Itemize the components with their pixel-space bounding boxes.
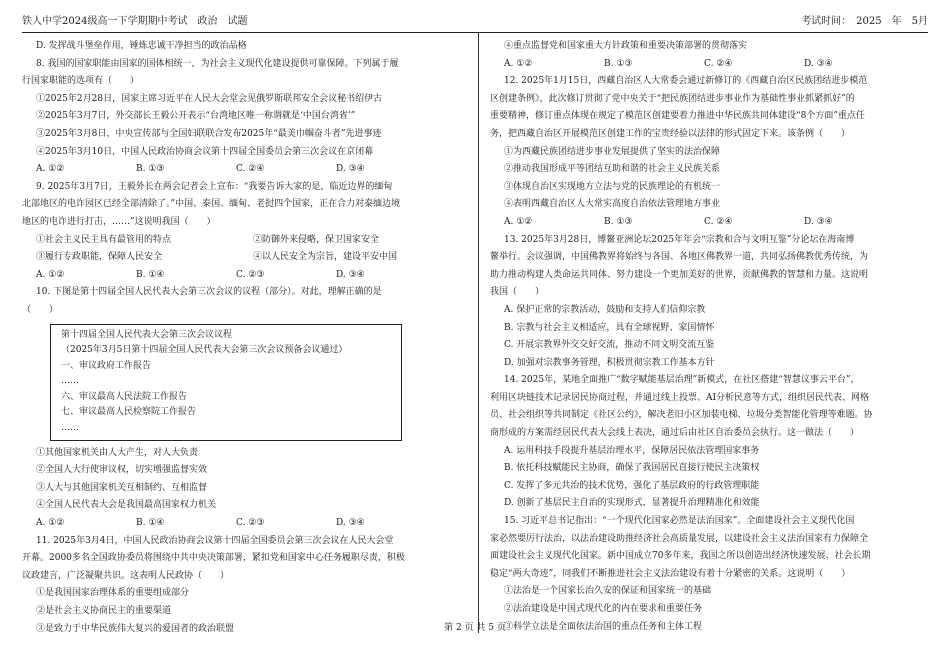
q12-stem-line: 重要精神，修订重点体现在规定了模范区创建要着力推进中华民族共同体建设“8个方面”重点任 xyxy=(490,111,865,122)
q8-option: D. ③④ xyxy=(336,164,365,175)
q14-option: A. 运用科技手段提升基层治理水平，保障居民依法管理国家事务 xyxy=(504,445,760,456)
header-rule xyxy=(22,32,928,33)
q11-options xyxy=(490,56,930,74)
q10-option: D. ③④ xyxy=(336,518,365,529)
q9-items-row xyxy=(22,249,470,267)
q10-item: ①其他国家机关由人大产生，对人大负责 xyxy=(36,447,199,458)
q11-stem-line: 开幕。2000多名全国政协委员将围绕中共中央决策部署，紧扣党和国家中心任务履职尽责，积极 xyxy=(22,553,405,564)
q12-option: C. ②④ xyxy=(704,216,733,227)
q13-option: C. 开展宗教界外交交好交流，推动不同文明交流互鉴 xyxy=(504,340,715,351)
q9-option: D. ③④ xyxy=(336,269,365,280)
q13-option: A. 保护正常的宗教活动，鼓励和支持人们信仰宗教 xyxy=(504,304,706,315)
q12-option: D. ③④ xyxy=(804,216,833,227)
q9-item: ②防御外来侵略，保卫国家安全 xyxy=(253,234,380,245)
q9-option: C. ②③ xyxy=(236,269,265,280)
page-number: 第 2 页 共 5 页 xyxy=(444,623,506,633)
q8-option: A. ①② xyxy=(36,164,65,175)
q11-option: B. ①③ xyxy=(604,58,633,69)
q14-option: D. 创新了基层民主自治的实现形式，显著提升治理精准化和效能 xyxy=(504,498,760,509)
q15-stem-line: 15. 习近平总书记指出：“一个现代化国家必然是法治国家”。全面建设社会主义现代化国 xyxy=(504,516,855,527)
q10-item: ③人大与其他国家机关互相制约、互相监督 xyxy=(36,482,208,493)
q10-option: C. ②③ xyxy=(236,518,265,529)
agenda-item: 一、审议政府工作报告 xyxy=(61,360,152,371)
q8-item: ④2025年3月10日，中国人民政治协商会议第十四届全国委员会第三次会议在京闭幕 xyxy=(36,146,374,157)
q10-stem-line: 10. 下图是第十四届全国人民代表大会第三次会议的议程（部分）。对此，理解正确的是 xyxy=(36,287,382,298)
q9-option: A. ①② xyxy=(36,269,65,280)
q9-stem-line: 9. 2025年3月7日，王毅外长在两会记者会上宣布：“我要告诉大家的是，临近边界的缅甸 xyxy=(36,181,393,192)
q12-stem-line: 务，把西藏自治区开展模范区创建工作的宝贵经验以法律的形式固定下来。该条例（ ） xyxy=(490,128,851,139)
q12-option: B. ①③ xyxy=(604,216,633,227)
q7-option-d: D. 发挥战斗堡垒作用，锤炼忠诚干净担当的政治品格 xyxy=(36,41,247,51)
agenda-item: 六、审议最高人民法院工作报告 xyxy=(61,391,188,402)
q12-item: ①为西藏民族团结进步事业发展提供了坚实的法治保障 xyxy=(504,146,721,157)
agenda-subtitle: （2025年3月5日第十四届全国人民代表大会第三次会议预备会议通过） xyxy=(61,345,348,356)
q13-option: D. 加强对宗教事务管理，积极贯彻宗教工作基本方针 xyxy=(504,357,715,368)
q11-option: A. ①② xyxy=(504,58,533,69)
q9-items-row xyxy=(22,232,470,250)
q8-item: ②2025年3月7日，外交部长王毅公开表示“台湾地区唯一称谓就是‘中国台湾省’” xyxy=(36,111,356,122)
q11-stem-line: 议政建言，广泛凝聚共识。这表明人民政协（ ） xyxy=(22,570,230,581)
q12-item: ④表明西藏自治区人大常实高度自治依法管理地方事业 xyxy=(504,199,721,210)
q14-stem-line: 员、社会组织等共同制定《社区公约》，解决老旧小区加装电梯、垃圾分类智能化管理等难题。协 xyxy=(490,410,873,421)
q15-item: ③科学立法是全面依法治国的重点任务和主体工程 xyxy=(504,621,703,632)
q14-stem-line: 商形成的方案需经居民代表大会线上表决，通过后由社区自治委员会执行。这一做法（ ） xyxy=(490,428,860,439)
q15-item: ②法治建设是中国式现代化的内在要求和重要任务 xyxy=(504,604,703,614)
q9-options xyxy=(22,267,470,285)
q8-options xyxy=(22,161,470,179)
q15-stem-line: 面建设社会主义现代化国家。新中国成立70多年来，我国之所以创造出经济快速发展、社会长期 xyxy=(490,551,871,562)
q9-item: ①社会主义民主具有最管用的特点 xyxy=(36,234,172,245)
q13-stem-line: 助力推动构建人类命运共同体、努力建设一个更加美好的世界，贡献佛教的智慧和力量。这说明 xyxy=(490,269,869,280)
q8-option: C. ②④ xyxy=(236,164,265,175)
q10-options xyxy=(22,515,470,533)
q9-item: ③履行专政职能，保障人民安全 xyxy=(36,252,163,263)
q13-stem-line: 鳌举行。会议强调，中国佛教界将始终与各国、各地区佛教界一道，共同弘扬佛教优秀传统，为 xyxy=(490,252,869,263)
page-header xyxy=(22,0,928,30)
q15-item: ①法治是一个国家长治久安的保证和国家统一的基础 xyxy=(504,586,712,597)
q14-option: B. 依托科技赋能民主协商，确保了我国居民直接行使民主决策权 xyxy=(504,463,760,474)
q15-stem-line: 稳定“两大奇迹”，同我们不断推进社会主义法治建设有着十分紧密的关系。这说明（ ） xyxy=(490,568,851,579)
q11-item: ①是我国国家治理体系的重要组成部分 xyxy=(36,588,190,599)
agenda-box xyxy=(50,324,402,441)
q9-stem-line: 地区的电诈进行打击，……”这说明我国（ ） xyxy=(22,216,216,227)
agenda-item: 七、审议最高人民检察院工作报告 xyxy=(61,407,197,418)
q11-item: ②是社会主义协商民主的重要渠道 xyxy=(36,606,172,616)
left-column xyxy=(22,38,470,638)
q10-option: A. ①② xyxy=(36,518,65,529)
q11-item: ③是致力于中华民族伟大复兴的爱国者的政治联盟 xyxy=(36,623,235,634)
q11-option: D. ③④ xyxy=(804,58,833,69)
q14-stem-line: 利用区块链技术记录居民协商过程，并通过线上投票、AI分析民意等方式，组织居民代表、网格 xyxy=(490,392,870,403)
q14-stem-line: 14. 2025年，某地全面推广“数字赋能基层治理”新模式，在社区搭建“智慧议事云平台”， xyxy=(504,375,860,386)
q14-option: C. 发挥了多元共治的技术优势，强化了基层政府的行政管理职能 xyxy=(504,480,760,491)
q13-option: B. 宗教与社会主义相适应，具有全球视野、家国情怀 xyxy=(504,322,715,333)
q12-stem-line: 区创建条例》，此次修订贯彻了党中央关于“把民族团结进步事业作为基础性事业抓紧抓好”的 xyxy=(490,93,855,104)
q11-stem-line: 11. 2025年3月4日，中国人民政治协商会议第十四届全国委员会第三次会议在人民大会堂 xyxy=(36,535,394,546)
q12-options xyxy=(490,214,930,232)
q11-option: C. ②④ xyxy=(704,58,733,69)
q9-option: B. ①④ xyxy=(136,269,165,280)
q10-option: B. ①④ xyxy=(136,518,165,529)
q10-item: ④全国人民代表大会是我国最高国家权力机关 xyxy=(36,500,217,511)
agenda-ellipsis: …… xyxy=(61,376,79,387)
q12-option: A. ①② xyxy=(504,216,533,227)
q12-item: ②推动我国形成平等团结互助和谐的社会主义民族关系 xyxy=(504,164,721,175)
q11-item: ④重点监督党和国家重大方针政策和重要决策部署的贯彻落实 xyxy=(504,41,748,51)
column-divider xyxy=(478,33,479,633)
q10-stem-line: （ ） xyxy=(22,304,59,315)
q15-stem-line: 家必然要厉行法治，以法治建设助推经济社会高质量发展，以建设社会主义法治国家有力保障全 xyxy=(490,533,869,544)
q9-item: ④以人民安全为宗旨，建设平安中国 xyxy=(253,252,398,263)
agenda-title: 第十四届全国人民代表大会第三次会议议程 xyxy=(61,329,233,340)
q8-item: ③2025年3月8日，中央宣传部与全国妇联联合发布2025年“最美巾帼奋斗者”先进事迹 xyxy=(36,128,382,139)
right-column xyxy=(490,38,930,636)
agenda-ellipsis: …… xyxy=(61,423,79,434)
q8-stem-line: 行国家职能的选项有（ ） xyxy=(22,76,140,87)
q12-stem-line: 12. 2025年1月15日，西藏自治区人大常委会通过新修订的《西藏自治区民族团结进步模范 xyxy=(504,76,868,87)
q13-stem-line: 13. 2025年3月28日，博鳌亚洲论坛2025年年会“宗教和合与文明互鉴”分论坛在海南博 xyxy=(504,234,855,245)
q9-stem-line: 北部地区的电诈园区已经全部清除了。”中国、泰国、缅甸、老挝四个国家，正在合力对泰缅边境 xyxy=(22,199,401,210)
exam-time: 考试时间： 2025 年 5月 xyxy=(801,16,928,27)
q8-stem-line: 8. 我国的国家职能由国家的国体相统一，为社会主义现代化建设提供可靠保障。下列属于履 xyxy=(36,58,399,69)
q12-item: ③体现自治区实现地方立法与党的民族理论的有机统一 xyxy=(504,181,721,192)
q13-stem-line: 我国（ ） xyxy=(490,287,545,298)
q8-option: B. ①③ xyxy=(136,164,165,175)
exam-title: 铁人中学2024级高一下学期期中考试 政治 试题 xyxy=(22,16,248,27)
q10-item: ②全国人大行使审议权，切实增强监督实效 xyxy=(36,465,208,476)
q8-item: ①2025年2月28日，国家主席习近平在人民大会堂会见俄罗斯联邦安全会议秘书绍伊古 xyxy=(36,93,383,104)
